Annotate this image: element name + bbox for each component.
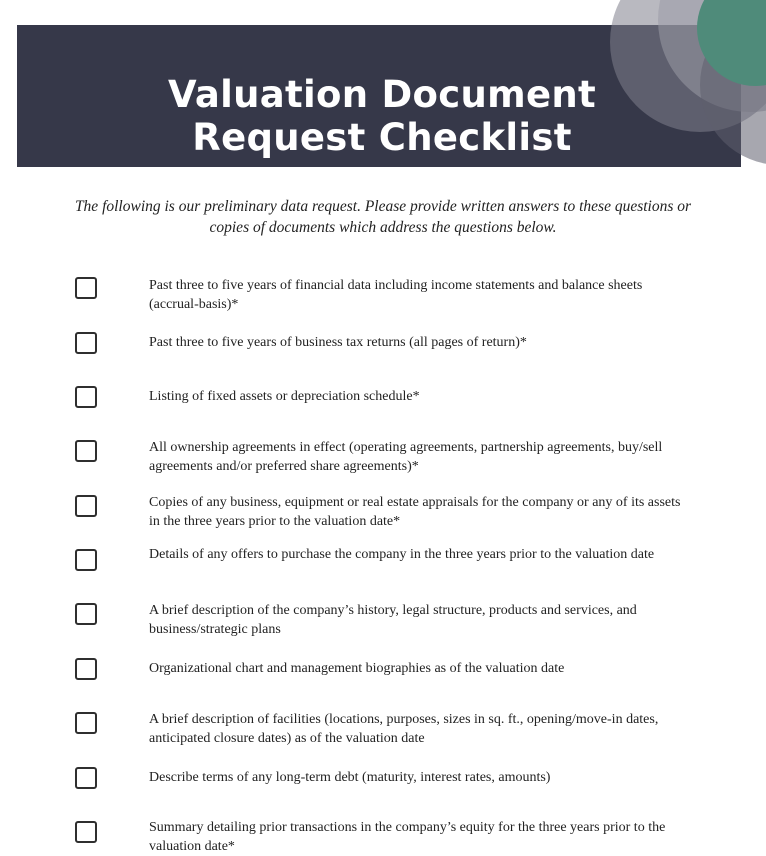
title-line-1: Valuation Document bbox=[167, 72, 597, 116]
checklist-item-text: A brief description of facilities (locations, purposes, sizes in sq. ft., opening/move-in dates, anticipated closure dates) as of the valuation date bbox=[149, 712, 659, 746]
checkbox[interactable] bbox=[75, 767, 97, 789]
checklist-item-text: A brief description of the company’s history, legal structure, products and services, and business/strategic plans bbox=[149, 603, 637, 637]
checklist-item-text: Copies of any business, equipment or real estate appraisals for the company or any of its assets in the three years prior to the valuation date* bbox=[149, 495, 681, 529]
checklist-item-text: Organizational chart and management biographies as of the valuation date bbox=[149, 661, 565, 676]
checkbox[interactable] bbox=[75, 332, 97, 354]
title-line-2: Request Checklist bbox=[192, 115, 572, 159]
checklist-item-text: Past three to five years of business tax returns (all pages of return)* bbox=[149, 335, 527, 350]
checklist-item-text: Details of any offers to purchase the company in the three years prior to the valuation date bbox=[149, 547, 655, 562]
checkbox[interactable] bbox=[75, 495, 97, 517]
checkbox[interactable] bbox=[75, 658, 97, 680]
checklist-item-text: Listing of fixed assets or depreciation schedule* bbox=[149, 389, 420, 404]
checkbox[interactable] bbox=[75, 821, 97, 843]
checkbox[interactable] bbox=[75, 549, 97, 571]
checkbox[interactable] bbox=[75, 603, 97, 625]
checkbox[interactable] bbox=[75, 386, 97, 408]
intro-text: The following is our preliminary data request. Please provide written answers to these questions or copies of documents which address the questions below. bbox=[74, 198, 692, 236]
checklist-item-text: Summary detailing prior transactions in the company’s equity for the three years prior to the valuation date* bbox=[149, 820, 666, 854]
checklist-item-text: Past three to five years of financial data including income statements and balance sheets (accrual-basis)* bbox=[149, 278, 643, 312]
checklist-item-text: All ownership agreements in effect (operating agreements, partnership agreements, buy/sell agreements and/or preferred share agreements)* bbox=[149, 440, 663, 474]
checkbox[interactable] bbox=[75, 440, 97, 462]
checkbox[interactable] bbox=[75, 712, 97, 734]
checkbox[interactable] bbox=[75, 277, 97, 299]
checklist-item-text: Describe terms of any long-term debt (maturity, interest rates, amounts) bbox=[149, 770, 551, 785]
